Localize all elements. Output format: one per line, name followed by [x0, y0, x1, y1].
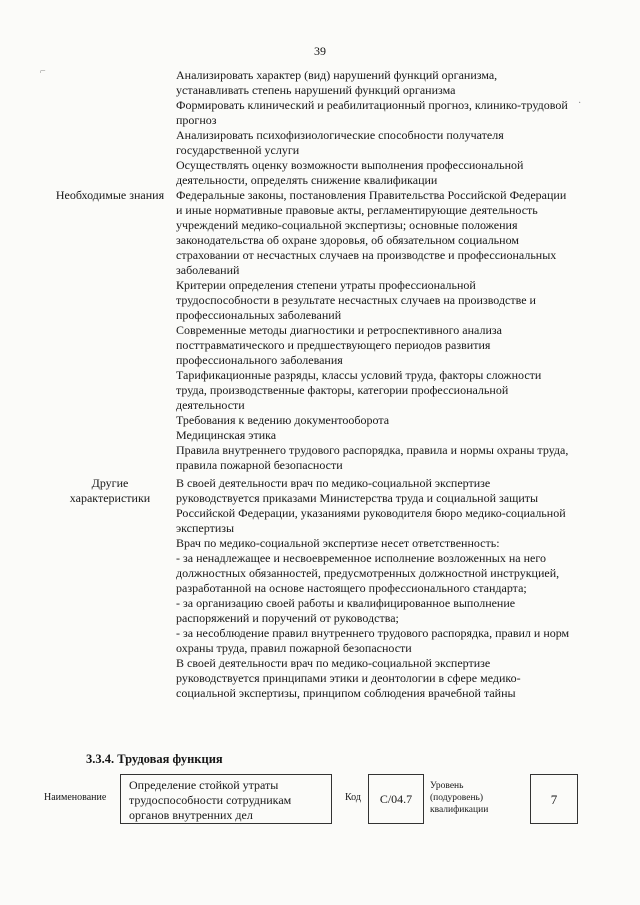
knowledge-item: Медицинская этика — [176, 428, 277, 442]
name-value-box — [120, 774, 332, 824]
ability-item: Анализировать психофизиологические способности получателя государственной услуги — [176, 128, 504, 157]
other-item: В своей деятельности врач по медико-социальной экспертизе руководствуется приказами Министерства труда и социальной защиты Российской Федерации, указаниями руководителя бюро медико-социальной экспертизы — [176, 476, 566, 535]
knowledge-item: Требования к ведению документооборота — [176, 413, 390, 427]
labor-function-row — [0, 774, 640, 834]
other-item: - за несоблюдение правил внутреннего трудового распорядка, правил и норм охраны труда, правил пожарной безопасности — [176, 626, 570, 655]
name-value: Определение стойкой утраты трудоспособности сотрудникам органов внутренних дел — [129, 778, 292, 822]
page-number: 39 — [314, 44, 326, 58]
code-value-box — [368, 774, 424, 824]
knowledge-item: Современные методы диагностики и ретроспективного анализа посттравматического и предшествующего периодов развития профессионального заболевания — [176, 323, 502, 367]
knowledge-label: Необходимые знания — [55, 188, 165, 202]
abilities-continued-content — [176, 68, 572, 188]
scan-mark: ⌐ — [40, 66, 46, 77]
ability-item: Формировать клинический и реабилитационный прогноз, клинико-трудовой прогноз — [176, 98, 568, 127]
other-item: - за ненадлежащее и несвоевременное исполнение возложенных на него должностных обязанностей, предусмотренных должностной инструкцией, разработанной на основе настоящего профессионального стандарта; — [176, 551, 560, 595]
knowledge-item: Федеральные законы, постановления Правительства Российской Федерации и иные нормативные правовые акты, регламентирующие деятельность учреждений медико-социальной экспертизы; основные положения законодательства об охране здоровья, об обязательном социальном страховании от несчастных случаев на производстве и профессиональных заболеваний — [176, 188, 567, 277]
other-label: Другие характеристики — [69, 476, 151, 505]
scan-mark: · — [578, 98, 582, 109]
other-item: - за организацию своей работы и квалифицированное выполнение распоряжений и поручений от руководства; — [176, 596, 516, 625]
knowledge-item: Критерии определения степени утраты профессиональной трудоспособности в результате несчастных случаев на производстве и профессиональных заболеваний — [176, 278, 536, 322]
level-label: Уровень (подуровень) квалификации — [430, 781, 489, 815]
name-label: Наименование — [44, 792, 107, 803]
other-item: Врач по медико-социальной экспертизе несет ответственность: — [176, 536, 500, 550]
section-title: 3.3.4. Трудовая функция — [86, 752, 223, 766]
code-value: С/04.7 — [379, 792, 413, 806]
knowledge-item: Правила внутреннего трудового распорядка, правила и нормы охраны труда, правила пожарной безопасности — [176, 443, 569, 472]
other-content — [176, 476, 572, 701]
level-value-box — [530, 774, 578, 824]
level-value: 7 — [550, 792, 558, 807]
ability-item: Осуществлять оценку возможности выполнения профессиональной деятельности, определять снижение квалификации — [176, 158, 524, 187]
code-label: Код — [345, 792, 361, 803]
knowledge-content — [176, 188, 572, 473]
other-item: В своей деятельности врач по медико-социальной экспертизе руководствуется принципами этики и деонтологии в сфере медико-социальной экспертизы, принципом соблюдения врачебной тайны — [176, 656, 521, 700]
knowledge-item: Тарификационные разряды, классы условий труда, факторы сложности труда, производственные факторы, категории профессиональной деятельности — [176, 368, 542, 412]
ability-item: Анализировать характер (вид) нарушений функций организма, устанавливать степень нарушений функций организма — [176, 68, 498, 97]
